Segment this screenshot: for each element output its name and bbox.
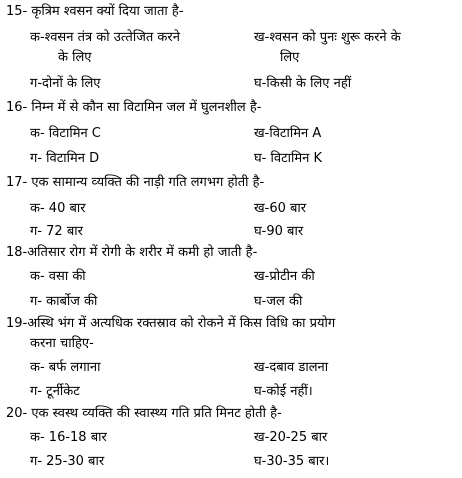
question-20-option-a: क- 16-18 बार (30, 430, 107, 445)
question-16-option-c: ग- विटामिन D (30, 151, 100, 166)
question-18-option-c: ग- कार्बोज की (30, 294, 98, 309)
question-19-option-c: ग- टूर्नीकेट (30, 384, 80, 399)
question-18-option-b: ख-प्रोटीन की (254, 269, 315, 284)
question-15-option-a-line2: के लिए (58, 50, 92, 65)
question-17-option-a: क- 40 बार (30, 201, 86, 216)
question-17-option-d: घ-90 बार (254, 224, 304, 239)
question-20-text: 20- एक स्‍वस्‍थ व्‍यक्ति की स्‍वास्‍थ्‍य गति प्रति मिनट होती है- (6, 406, 282, 421)
question-19-option-b: ख-दबाव डालना (254, 360, 329, 375)
question-19-option-d: घ-कोई नहीं। (254, 384, 313, 399)
question-19-option-a: क- बर्फ लगाना (30, 360, 101, 375)
question-15-text: 15- कृत्रिम श्‍वसन क्‍यों दिया जाता है- (6, 4, 184, 19)
question-17-text: 17- एक सामान्‍य व्‍यक्ति की नाड़ी गति लगभग होती है- (6, 175, 265, 190)
question-18-text: 18-अतिसार रोग में रोगी के शरीर में कमी हो जाती है- (6, 245, 258, 260)
question-16-option-d: घ- विटामिन K (254, 151, 323, 166)
question-17-option-b: ख-60 बार (254, 201, 307, 216)
question-19-text-line1: 19-अस्थि भंग में अत्‍यधिक रक्‍तस्राव को रोकने में किस विधि का प्रयोग (6, 316, 336, 331)
question-15-option-b-line2: लिए (280, 50, 300, 65)
question-20-option-b: ख-20-25 बार (254, 430, 328, 445)
question-16-option-a: क- विटामिन C (30, 126, 101, 141)
question-18-option-d: घ-जल की (254, 294, 303, 309)
question-15-option-d: घ-किसी के लिए नहीं (254, 76, 352, 91)
question-20-option-c: ग- 25-30 बार (30, 454, 105, 469)
question-15-option-a-line1: क-श्‍वसन तंत्र को उत्‍तेजित करने (30, 30, 180, 45)
question-15-option-c: ग-दोनों के लिए (30, 76, 101, 91)
question-15-option-b-line1: ख-श्‍वसन को पुनः शुरू करने के (254, 30, 401, 45)
question-17-option-c: ग- 72 बार (30, 224, 83, 239)
question-20-option-d: घ-30-35 बार। (254, 454, 330, 469)
question-19-text-line2: करना चाहिए- (30, 336, 94, 351)
question-16-text: 16- निम्‍न में से कौन सा विटामिन जल में घुलनशील है- (6, 100, 262, 115)
question-16-option-b: ख-विटामिन A (254, 126, 322, 141)
question-18-option-a: क- वसा की (30, 269, 86, 284)
